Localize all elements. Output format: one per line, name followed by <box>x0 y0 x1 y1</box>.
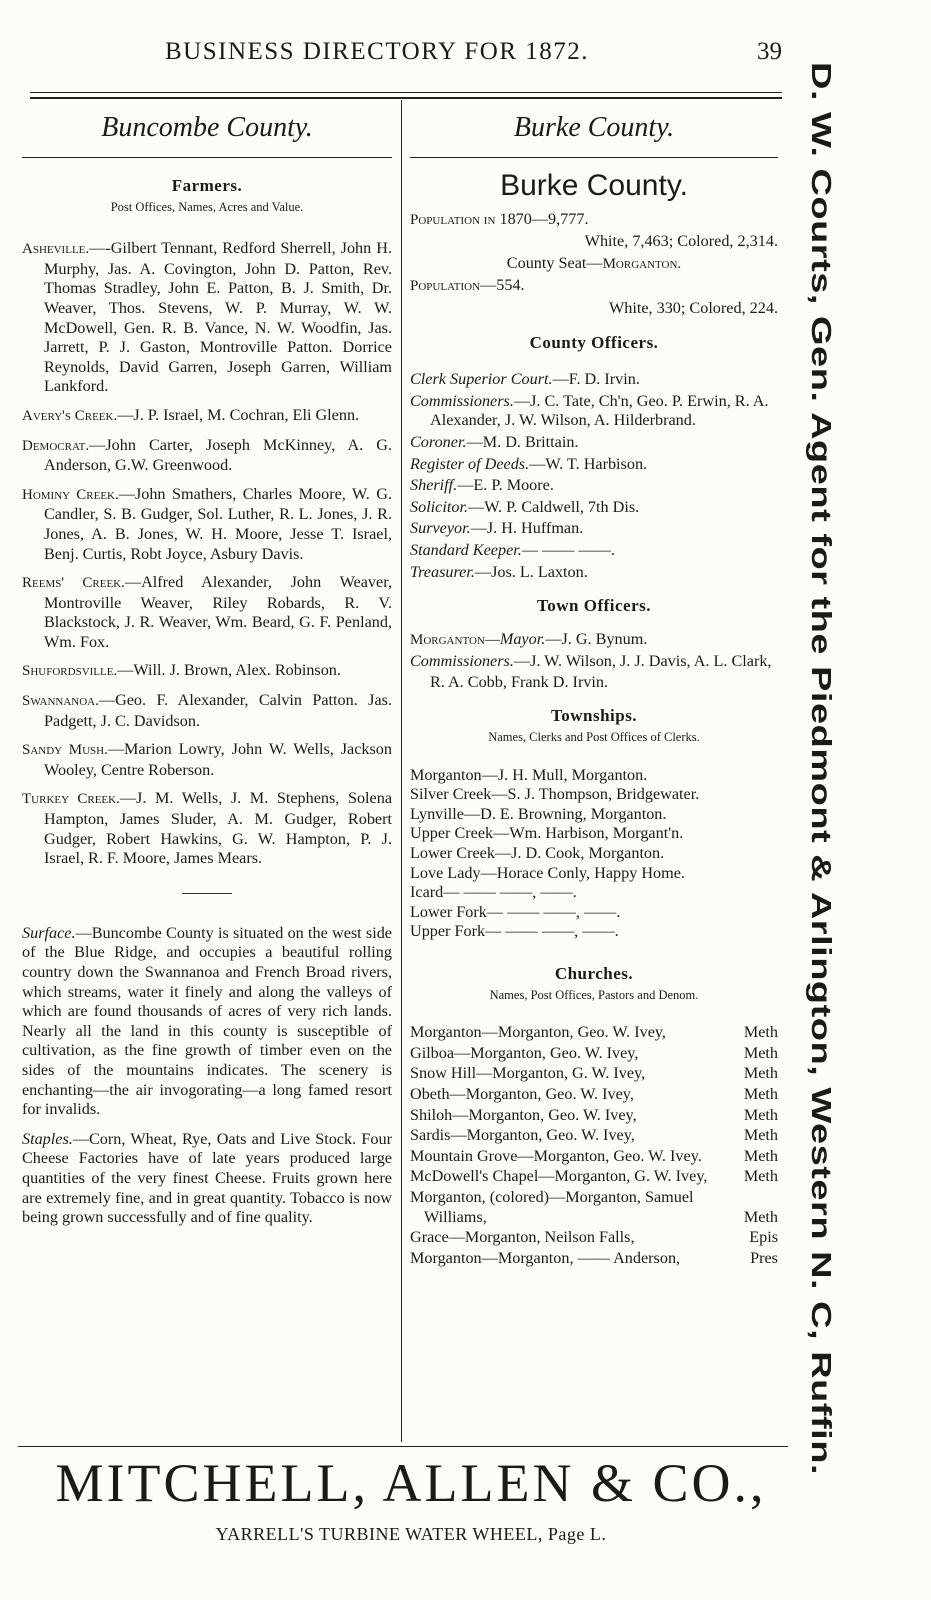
description-paragraph <box>22 924 392 1120</box>
farmer-entry <box>22 661 392 682</box>
town-population-line: Population—554. <box>410 276 525 295</box>
church-name: Shiloh—Morganton, Geo. W. Ivey, <box>410 1105 637 1124</box>
church-entry <box>410 1064 778 1084</box>
footer-advert-line: YARRELL'S TURBINE WATER WHEEL, Page L. <box>215 1524 607 1544</box>
township-entry: Upper Creek—Wm. Harbison, Morgant'n. <box>410 824 684 843</box>
farmer-entries <box>22 239 392 869</box>
farmer-entry <box>22 436 392 476</box>
church-entry <box>410 1044 778 1064</box>
township-entry: Morganton—J. H. Mull, Morganton. <box>410 765 648 784</box>
church-denomination: Meth <box>743 1207 778 1226</box>
town-officers-list <box>410 630 778 693</box>
church-name: McDowell's Chapel—Morganton, G. W. Ivey, <box>410 1167 708 1186</box>
church-entry <box>410 1188 778 1227</box>
township-entry: Upper Fork— —— ——, ——. <box>410 922 619 941</box>
officer-entry <box>410 370 778 390</box>
right-column <box>410 169 778 1269</box>
church-entry <box>410 1249 778 1269</box>
town-officer-entry <box>410 652 778 692</box>
town-officers-heading: Town Officers. <box>536 596 652 616</box>
paragraph-label: Surface. <box>22 923 76 942</box>
post-office-name: Sandy Mush. <box>22 742 108 759</box>
population-line: Population in 1870—9,777. <box>410 209 589 228</box>
farmer-names: —Will. J. Brown, Alex. Robinson. <box>117 661 341 680</box>
farmers-heading: Farmers. <box>171 176 243 195</box>
officer-role: Commissioners. <box>410 652 514 671</box>
church-name: Snow Hill—Morganton, G. W. Ivey, <box>410 1064 646 1083</box>
population-breakdown: White, 7,463; Colored, 2,314. <box>584 232 778 251</box>
officer-name: — —— ——. <box>521 540 615 559</box>
farmer-names: —Geo. F. Alexander, Calvin Patton. Jas. Padgett, J. C. Davidson. <box>44 691 392 730</box>
church-denomination: Meth <box>743 1167 778 1186</box>
township-entry: Lower Fork— —— ——, ——. <box>410 902 621 921</box>
farmer-entry <box>22 740 392 780</box>
header-rule-bottom <box>30 97 782 99</box>
church-entry <box>410 1167 778 1187</box>
officer-entry <box>410 498 778 518</box>
officer-role: Standard Keeper. <box>410 540 522 559</box>
farmer-entry <box>22 789 392 868</box>
officer-role: Surveyor. <box>410 519 471 538</box>
town-population-breakdown: White, 330; Colored, 224. <box>608 298 778 317</box>
post-office-name: Asheville. <box>22 241 90 258</box>
township-entry: Lynville—D. E. Browning, Morganton. <box>410 804 667 823</box>
church-entry <box>410 1085 778 1105</box>
post-office-name: Avery's Creek. <box>22 407 118 424</box>
farmer-entry <box>22 485 392 564</box>
population-block <box>410 210 778 319</box>
section-divider <box>182 893 232 894</box>
farmer-entry <box>22 691 392 731</box>
right-title-rule <box>410 157 778 158</box>
churches-list <box>410 1023 778 1268</box>
church-entry <box>410 1023 778 1043</box>
footer-rule <box>18 1446 788 1447</box>
county-officers-list <box>410 370 778 582</box>
church-name: Obeth—Morganton, Geo. W. Ivey, <box>410 1084 634 1103</box>
township-entry: Lower Creek—J. D. Cook, Morganton. <box>410 844 665 863</box>
church-denomination: Meth <box>743 1146 778 1165</box>
county-description <box>22 924 392 1228</box>
farmer-names: —Alfred Alexander, John Weaver, Montroville Weaver, Riley Robards, R. V. Blackstock, J. R. Weaver, Wm. Beard, G. F. Penland, Wm. Fox. <box>44 573 392 651</box>
officer-entry <box>410 455 778 475</box>
church-denomination: Meth <box>743 1084 778 1103</box>
post-office-name: Swannanoa. <box>22 693 99 710</box>
post-office-name: Hominy Creek. <box>22 486 119 503</box>
farmer-names: —J. P. Israel, M. Cochran, Eli Glenn. <box>117 405 360 424</box>
church-name: Gilboa—Morganton, Geo. W. Ivey, <box>410 1043 639 1062</box>
officer-role: Sheriff. <box>410 476 458 495</box>
officer-name: —W. P. Caldwell, 7th Dis. <box>468 497 640 516</box>
town-name: Morganton— <box>410 631 500 648</box>
post-office-name: Turkey Creek. <box>22 791 120 808</box>
officer-entry <box>410 541 778 561</box>
left-column <box>22 176 392 1238</box>
officer-role: Mayor. <box>499 629 546 648</box>
farmer-names: —John Carter, Joseph McKinney, A. G. Anderson, G.W. Greenwood. <box>44 435 392 475</box>
church-entry <box>410 1106 778 1126</box>
officer-entry <box>410 392 778 431</box>
townships-subheading: Names, Clerks and Post Offices of Clerks. <box>488 730 700 745</box>
officer-name: —M. D. Brittain. <box>466 432 579 451</box>
church-denomination: Meth <box>743 1126 778 1145</box>
officer-name: —J. G. Bynum. <box>545 629 648 648</box>
officer-role: Clerk Superior Court. <box>410 370 553 389</box>
church-entry <box>410 1126 778 1146</box>
paragraph-text: —Corn, Wheat, Rye, Oats and Live Stock. Four Cheese Factories have of late years produced large quantities of the very finest Cheese. Fruits grown here are extremely fine, and in great quantity. Tobacco is now being grown successfully and of fine quality. <box>22 1129 392 1227</box>
burke-county-heading: Burke County. <box>500 169 688 202</box>
paragraph-label: Staples. <box>22 1129 73 1148</box>
townships-list <box>410 766 778 942</box>
left-column-title: Buncombe County. <box>101 112 313 143</box>
officer-name: —Jos. L. Laxton. <box>474 562 588 581</box>
farmer-names: —J. M. Wells, J. M. Stephens, Solena Hampton, James Sluder, A. M. Gudger, Robert Gudger, Robert Hawkins, G. W. Hampton, P. J. Israel, R. F. Moore, James Mears. <box>44 789 393 868</box>
church-denomination: Meth <box>743 1105 778 1124</box>
running-title: BUSINESS DIRECTORY FOR 1872. <box>165 38 590 65</box>
side-advertisement: D. W. Courts, Gen. Agent for the Piedmont & Arlington, Western N. C, Ruffin. <box>805 62 836 1476</box>
officer-role: Solicitor. <box>410 497 469 516</box>
officer-role: Treasurer. <box>410 562 475 581</box>
officer-entry <box>410 519 778 539</box>
church-entry <box>410 1228 778 1248</box>
township-entry: Icard— —— ——, ——. <box>410 883 577 902</box>
farmer-entry <box>22 239 392 397</box>
page-number: 39 <box>757 38 782 65</box>
post-office-name: Shufordsville. <box>22 663 118 680</box>
officer-role: Register of Deeds. <box>410 454 530 473</box>
church-denomination: Meth <box>743 1064 778 1083</box>
church-name: Morganton—Morganton, —— Anderson, <box>410 1248 681 1267</box>
farmer-names: —-Gilbert Tennant, Redford Sherrell, John H. Murphy, Jas. A. Covington, John D. Patton, Rev. Thomas Stradley, John E. Patton, B. J. Smith, Dr. Weaver, Thos. Stevens, W. P. Murray, W. W. McDowell, Gen. R. B. Vance, N. W. Woodfin, Jas. Jarrett, P. J. Gaston, Montroville Patton. Dorrice Reynolds, David Garren, Joseph Garren, William Lankford. <box>44 239 392 396</box>
farmer-names: —Marion Lowry, John W. Wells, Jackson Wooley, Centre Roberson. <box>44 740 392 779</box>
officer-name: —J. C. Tate, Ch'n, Geo. P. Erwin, R. A. Alexander, J. W. Wilson, A. Hilderbrand. <box>430 391 769 430</box>
church-name: Grace—Morganton, Neilson Falls, <box>410 1228 635 1247</box>
column-divider <box>401 100 402 1442</box>
township-entry: Silver Creek—S. J. Thompson, Bridgewater. <box>410 785 700 804</box>
church-name: Morganton, (colored)—Morganton, Samuel Williams, <box>410 1187 694 1226</box>
townships-heading: Townships. <box>550 706 638 726</box>
church-denomination: Meth <box>743 1023 778 1042</box>
officer-name: —J. W. Wilson, J. J. Davis, A. L. Clark, R. A. Cobb, Frank D. Irvin. <box>430 652 772 691</box>
churches-subheading: Names, Post Offices, Pastors and Denom. <box>489 987 699 1002</box>
church-name: Morganton—Morganton, Geo. W. Ivey, <box>410 1023 666 1042</box>
church-denomination: Epis <box>749 1228 778 1247</box>
page-header <box>30 38 782 78</box>
officer-role: Coroner. <box>410 432 467 451</box>
officer-role: Commissioners. <box>410 391 514 410</box>
left-title-rule <box>22 157 392 158</box>
post-office-name: Reems' Creek. <box>22 575 125 592</box>
county-officers-heading: County Officers. <box>529 332 659 352</box>
officer-name: —F. D. Irvin. <box>552 370 640 389</box>
officer-name: —E. P. Moore. <box>457 476 554 495</box>
farmer-names: —John Smathers, Charles Moore, W. G. Candler, S. B. Gudger, Sol. Luther, R. L. Jones, J. R. Jones, A. B. Jones, W. H. Moore, Jesse T. Israel, Benj. Curtis, Robt Joyce, Asbury Davis. <box>44 484 392 563</box>
description-paragraph <box>22 1130 392 1228</box>
officer-name: —J. H. Huffman. <box>470 519 584 538</box>
church-denomination: Meth <box>743 1043 778 1062</box>
church-name: Mountain Grove—Morganton, Geo. W. Ivey. <box>410 1146 702 1165</box>
header-rule-top <box>30 92 782 93</box>
paragraph-text: —Buncombe County is situated on the west side of the Blue Ridge, and occupies a beautiful rolling country down the Swannanoa and French Broad rivers, which streams, water it finely and along the valleys of which are found thousands of acres of very rich lands. Nearly all the land in this county is susceptible of cultivation, as the fine growth of timber even on the sides of the mountains indicates. The scenery is enchanting—the air invogorating—a long famed resort for invalids. <box>22 923 392 1119</box>
farmer-entry <box>22 406 392 427</box>
church-name: Sardis—Morganton, Geo. W. Ivey, <box>410 1126 635 1145</box>
post-office-name: Democrat. <box>22 437 90 454</box>
church-denomination: Pres <box>750 1248 778 1267</box>
township-entry: Love Lady—Horace Conly, Happy Home. <box>410 863 685 882</box>
officer-entry <box>410 563 778 583</box>
town-officer-entry <box>410 630 778 651</box>
officer-entry <box>410 476 778 496</box>
church-entry <box>410 1147 778 1167</box>
farmers-subheading: Post Offices, Names, Acres and Value. <box>110 199 304 214</box>
right-column-title: Burke County. <box>513 112 675 143</box>
officer-name: —W. T. Harbison. <box>529 454 648 473</box>
officer-entry <box>410 433 778 453</box>
churches-heading: Churches. <box>554 964 634 983</box>
county-seat: County Seat—Morganton. <box>506 253 682 272</box>
footer-advertiser: MITCHELL, ALLEN & CO., <box>55 1453 767 1513</box>
farmer-entry <box>22 573 392 652</box>
